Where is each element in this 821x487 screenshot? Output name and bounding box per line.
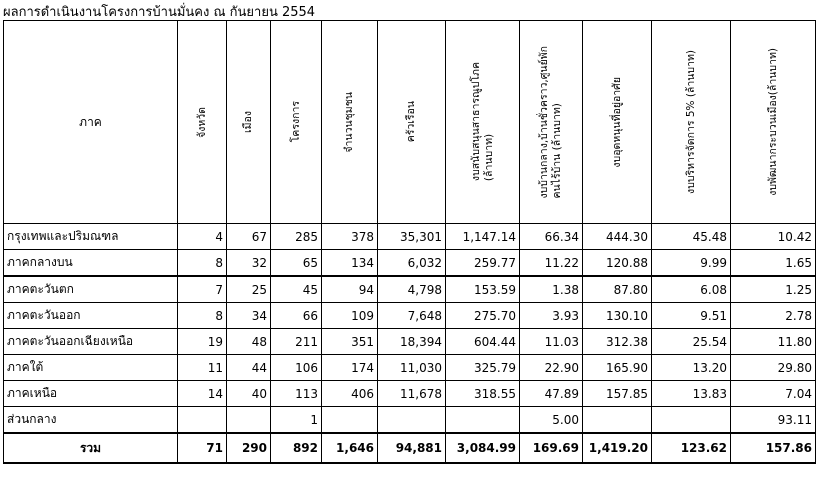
table-row <box>4 329 816 355</box>
temp-housing-cell: 3.93 <box>520 303 583 329</box>
cities-cell: 44 <box>227 355 271 381</box>
infrastructure-cell: 604.44 <box>446 329 520 355</box>
admin-cell: 123.62 <box>652 433 731 463</box>
header-city-dev-budget <box>731 21 816 224</box>
projects-cell: 106 <box>271 355 322 381</box>
region-cell: ภาคกลางบน <box>4 250 178 277</box>
projects-cell: 45 <box>271 276 322 303</box>
provinces-cell <box>178 407 227 434</box>
temp-housing-cell: 22.90 <box>520 355 583 381</box>
admin-cell <box>652 407 731 434</box>
city-dev-cell: 93.11 <box>731 407 816 434</box>
header-admin-budget <box>652 21 731 224</box>
infrastructure-cell: 3,084.99 <box>446 433 520 463</box>
infrastructure-cell: 153.59 <box>446 276 520 303</box>
housing-subsidy-cell: 130.10 <box>583 303 652 329</box>
city-dev-cell: 1.65 <box>731 250 816 277</box>
city-dev-cell: 10.42 <box>731 224 816 250</box>
provinces-cell: 19 <box>178 329 227 355</box>
infrastructure-cell: 325.79 <box>446 355 520 381</box>
header-label: ภาค <box>79 114 102 129</box>
table-row <box>4 407 816 434</box>
housing-subsidy-cell: 157.85 <box>583 381 652 407</box>
households-cell: 6,032 <box>378 250 446 277</box>
total-row <box>4 433 816 463</box>
table-row <box>4 276 816 303</box>
cities-cell: 48 <box>227 329 271 355</box>
temp-housing-cell: 1.38 <box>520 276 583 303</box>
projects-cell: 892 <box>271 433 322 463</box>
communities-cell: 174 <box>322 355 378 381</box>
city-dev-cell: 11.80 <box>731 329 816 355</box>
communities-cell: 1,646 <box>322 433 378 463</box>
infrastructure-cell: 318.55 <box>446 381 520 407</box>
provinces-cell: 7 <box>178 276 227 303</box>
header-label: ครัวเรือน <box>405 101 417 143</box>
projects-cell: 65 <box>271 250 322 277</box>
table-row <box>4 303 816 329</box>
households-cell <box>378 407 446 434</box>
header-label: จังหวัด <box>195 106 208 138</box>
provinces-cell: 11 <box>178 355 227 381</box>
region-cell: ส่วนกลาง <box>4 407 178 434</box>
provinces-cell: 4 <box>178 224 227 250</box>
temp-housing-cell: 47.89 <box>520 381 583 407</box>
header-label: เมือง <box>242 111 254 133</box>
temp-housing-cell: 169.69 <box>520 433 583 463</box>
households-cell: 11,678 <box>378 381 446 407</box>
communities-cell: 94 <box>322 276 378 303</box>
cities-cell: 32 <box>227 250 271 277</box>
cities-cell: 67 <box>227 224 271 250</box>
temp-housing-cell: 11.22 <box>520 250 583 277</box>
communities-cell: 109 <box>322 303 378 329</box>
table-row <box>4 224 816 250</box>
city-dev-cell: 2.78 <box>731 303 816 329</box>
city-dev-cell: 1.25 <box>731 276 816 303</box>
admin-cell: 13.83 <box>652 381 731 407</box>
communities-cell: 134 <box>322 250 378 277</box>
header-label: งบพัฒนากระบวนเมือง(ล้านบาท) <box>766 48 779 196</box>
header-region <box>4 21 178 224</box>
admin-cell: 9.99 <box>652 250 731 277</box>
header-households <box>378 21 446 224</box>
header-label: งบบริหารจัดการ 5% (ล้านบาท) <box>684 50 697 194</box>
admin-cell: 6.08 <box>652 276 731 303</box>
region-cell: ภาคตะวันออก <box>4 303 178 329</box>
total-label: รวม <box>4 433 178 463</box>
housing-subsidy-cell: 87.80 <box>583 276 652 303</box>
provinces-cell: 8 <box>178 303 227 329</box>
header-projects <box>271 21 322 224</box>
communities-cell: 378 <box>322 224 378 250</box>
projects-cell: 285 <box>271 224 322 250</box>
table-row <box>4 355 816 381</box>
table-row <box>4 381 816 407</box>
header-communities <box>322 21 378 224</box>
cities-cell: 290 <box>227 433 271 463</box>
provinces-cell: 71 <box>178 433 227 463</box>
header-provinces <box>178 21 227 224</box>
admin-cell: 9.51 <box>652 303 731 329</box>
temp-housing-cell: 5.00 <box>520 407 583 434</box>
housing-subsidy-cell: 120.88 <box>583 250 652 277</box>
infrastructure-cell: 1,147.14 <box>446 224 520 250</box>
admin-cell: 45.48 <box>652 224 731 250</box>
region-cell: ภาคใต้ <box>4 355 178 381</box>
communities-cell: 406 <box>322 381 378 407</box>
housing-subsidy-cell: 1,419.20 <box>583 433 652 463</box>
housing-subsidy-cell: 165.90 <box>583 355 652 381</box>
temp-housing-cell: 11.03 <box>520 329 583 355</box>
households-cell: 94,881 <box>378 433 446 463</box>
page-title: ผลการดำเนินงานโครงการบ้านมั่นคง ณ กันยายน 2554 <box>3 5 316 20</box>
header-label: งบอุดหนุนที่อยู่อาศัย <box>610 76 623 168</box>
communities-cell <box>322 407 378 434</box>
region-cell: ภาคตะวันตก <box>4 276 178 303</box>
projects-cell: 1 <box>271 407 322 434</box>
region-cell: กรุงเทพและปริมณฑล <box>4 224 178 250</box>
table-row <box>4 250 816 277</box>
households-cell: 7,648 <box>378 303 446 329</box>
infrastructure-cell: 275.70 <box>446 303 520 329</box>
projects-cell: 113 <box>271 381 322 407</box>
cities-cell: 25 <box>227 276 271 303</box>
provinces-cell: 14 <box>178 381 227 407</box>
projects-cell: 211 <box>271 329 322 355</box>
housing-subsidy-cell: 444.30 <box>583 224 652 250</box>
header-label: งบสนับสนุนสาธารณูปโภค (ล้านบาท) <box>469 62 495 182</box>
city-dev-cell: 29.80 <box>731 355 816 381</box>
header-cities <box>227 21 271 224</box>
households-cell: 11,030 <box>378 355 446 381</box>
city-dev-cell: 7.04 <box>731 381 816 407</box>
provinces-cell: 8 <box>178 250 227 277</box>
households-cell: 18,394 <box>378 329 446 355</box>
region-cell: ภาคตะวันออกเฉียงเหนือ <box>4 329 178 355</box>
infrastructure-cell: 259.77 <box>446 250 520 277</box>
housing-subsidy-cell <box>583 407 652 434</box>
temp-housing-cell: 66.34 <box>520 224 583 250</box>
header-label: งบบ้านกลาง,บ้านชั่วคราว,ศูนย์พัก คนไร้บ้าน (ล้านบาท) <box>538 45 563 199</box>
header-housing-subsidy <box>583 21 652 224</box>
infrastructure-cell <box>446 407 520 434</box>
admin-cell: 13.20 <box>652 355 731 381</box>
admin-cell: 25.54 <box>652 329 731 355</box>
header-infrastructure-budget <box>446 21 520 224</box>
region-cell: ภาคเหนือ <box>4 381 178 407</box>
header-temp-housing-budget <box>520 21 583 224</box>
header-label: โครงการ <box>289 101 302 143</box>
city-dev-cell: 157.86 <box>731 433 816 463</box>
cities-cell <box>227 407 271 434</box>
header-label: จำนวนชุมชน <box>343 91 355 153</box>
housing-subsidy-cell: 312.38 <box>583 329 652 355</box>
cities-cell: 34 <box>227 303 271 329</box>
households-cell: 35,301 <box>378 224 446 250</box>
households-cell: 4,798 <box>378 276 446 303</box>
cities-cell: 40 <box>227 381 271 407</box>
communities-cell: 351 <box>322 329 378 355</box>
results-table <box>3 20 816 464</box>
projects-cell: 66 <box>271 303 322 329</box>
